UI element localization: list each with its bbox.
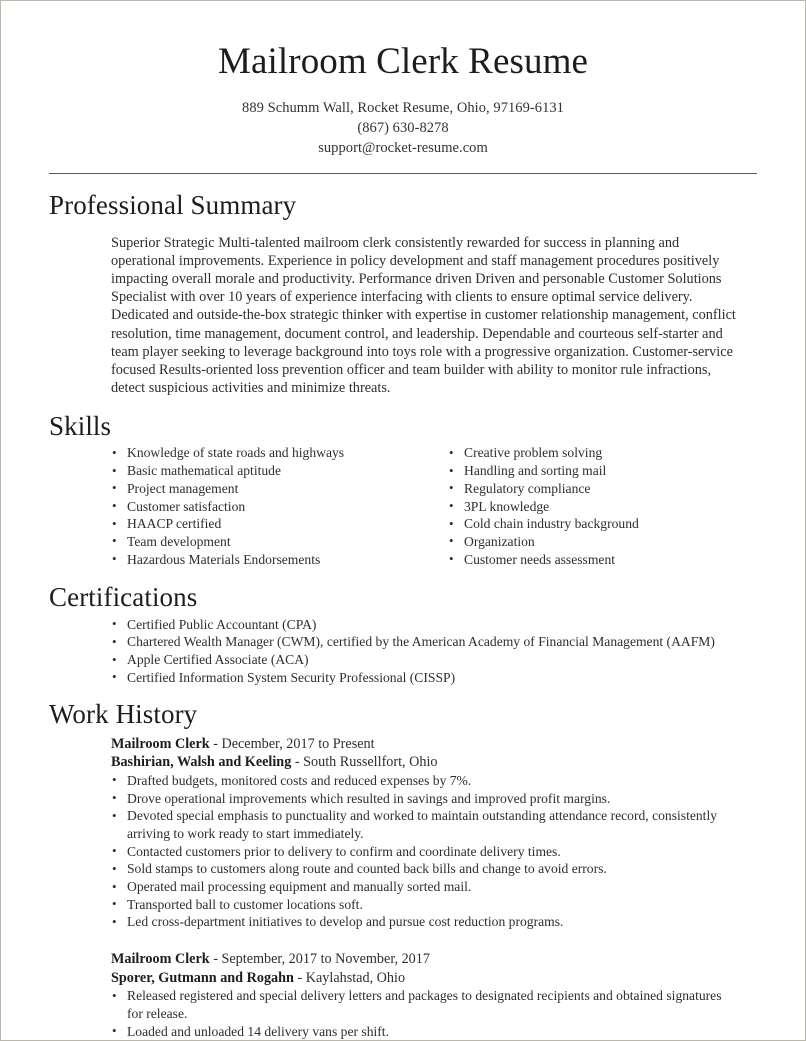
job-separator: - [291, 754, 304, 771]
list-item: • Regulatory compliance [448, 480, 757, 498]
list-item: • Organization [448, 533, 757, 551]
certifications-list [111, 616, 757, 687]
job-location: South Russellfort, Ohio [303, 754, 438, 771]
section-skills [49, 411, 757, 568]
certifications-body [49, 616, 757, 687]
list-item: • Creative problem solving [448, 444, 757, 462]
work-history-heading: Work History [49, 699, 198, 730]
work-history-entry [49, 950, 757, 1040]
job-company-line [111, 753, 757, 772]
job-dates: December, 2017 to Present [221, 735, 375, 752]
header-divider [49, 173, 757, 174]
summary-body [49, 234, 757, 397]
section-work-history [49, 699, 757, 1040]
summary-heading: Professional Summary [49, 189, 297, 220]
list-item: • Operated mail processing equipment and manually sorted mail. [111, 878, 757, 896]
list-item: • Released registered and special delivery letters and packages to designated recipients and obtained signatures for release. [111, 987, 757, 1022]
contact-address: 889 Schumm Wall, Rocket Resume, Ohio, 97169-6131 [242, 99, 564, 116]
list-item: • Contacted customers prior to delivery to confirm and coordinate delivery times. [111, 843, 757, 861]
resume-content [1, 41, 805, 1040]
resume-header [49, 41, 757, 174]
skills-column-right [434, 444, 757, 568]
list-item: • Customer needs assessment [448, 551, 757, 569]
job-company: Sporer, Gutmann and Rogahn [111, 969, 294, 986]
list-item: • Drove operational improvements which resulted in savings and improved profit margins. [111, 790, 757, 808]
skills-list-right [448, 444, 757, 568]
list-item: • Drafted budgets, monitored costs and reduced expenses by 7%. [111, 772, 757, 790]
skills-list-left [111, 444, 434, 568]
list-item: • Hazardous Materials Endorsements [111, 551, 434, 569]
list-item: • Certified Information System Security Professional (CISSP) [111, 669, 757, 687]
certifications-heading: Certifications [49, 582, 198, 613]
work-history-entry [49, 735, 757, 932]
job-title-line [111, 735, 757, 754]
list-item: • Transported ball to customer locations soft. [111, 896, 757, 914]
work-history-jobs [49, 735, 757, 1041]
job-separator: - [209, 951, 222, 968]
skills-columns [49, 444, 757, 568]
job-title-line [111, 950, 757, 969]
job-company-line [111, 969, 757, 988]
job-separator: - [293, 969, 306, 986]
list-item: • Knowledge of state roads and highways [111, 444, 434, 462]
skills-column-left [111, 444, 434, 568]
list-item: • Team development [111, 533, 434, 551]
contact-phone: (867) 630-8278 [357, 119, 449, 136]
list-item: • Project management [111, 480, 434, 498]
list-item: • Loaded and unloaded 14 delivery vans per shift. [111, 1023, 757, 1041]
list-item: • Apple Certified Associate (ACA) [111, 651, 757, 669]
list-item: • Handling and sorting mail [448, 462, 757, 480]
list-item: • Sold stamps to customers along route and counted back bills and change to avoid errors. [111, 860, 757, 878]
list-item: • Led cross-department initiatives to develop and pursue cost reduction programs. [111, 913, 757, 931]
contact-info [49, 98, 757, 158]
section-certifications [49, 582, 757, 686]
summary-text: Superior Strategic Multi-talented mailroom clerk consistently rewarded for success in planning and operational improvements. Experience in policy development and staff management procedures positively impacting overall morale and productivity. Performance driven Driven and personable Customer Solutions Specialist with over 10 years of experience interfacing with clients to ensure optimal service delivery. Dedicated and outside-the-box strategic thinker with expertise in customer relationship management, conflict resolution, time management, document control, and leadership. Dependable and courteous self-starter and team player seeking to leverage background into toys role with a progressive organization. Customer-service focused Results-oriented loss prevention officer and team builder with ability to monitor rule infractions, detect suspicious activities and minimize threats. [111, 235, 736, 396]
list-item: • Chartered Wealth Manager (CWM), certified by the American Academy of Financial Management (AAFM) [111, 633, 757, 651]
list-item: • 3PL knowledge [448, 498, 757, 516]
list-item: • Cold chain industry background [448, 515, 757, 533]
job-title: Mailroom Clerk [111, 735, 210, 752]
job-bullet-list [111, 987, 757, 1040]
list-item: • Basic mathematical aptitude [111, 462, 434, 480]
list-item: • Devoted special emphasis to punctuality and worked to maintain outstanding attendance record, consistently arriving to work ready to start immediately. [111, 807, 757, 842]
list-item: • HAACP certified [111, 515, 434, 533]
list-item: • Certified Public Accountant (CPA) [111, 616, 757, 634]
page-title: Mailroom Clerk Resume [218, 41, 588, 82]
list-item: • Customer satisfaction [111, 498, 434, 516]
job-dates: September, 2017 to November, 2017 [221, 951, 430, 968]
job-separator: - [209, 735, 222, 752]
section-professional-summary [49, 190, 757, 397]
job-bullet-list [111, 772, 757, 931]
job-company: Bashirian, Walsh and Keeling [111, 754, 292, 771]
contact-email: support@rocket-resume.com [318, 139, 488, 156]
job-location: Kaylahstad, Ohio [305, 969, 406, 986]
skills-heading: Skills [49, 411, 112, 442]
job-title: Mailroom Clerk [111, 951, 210, 968]
